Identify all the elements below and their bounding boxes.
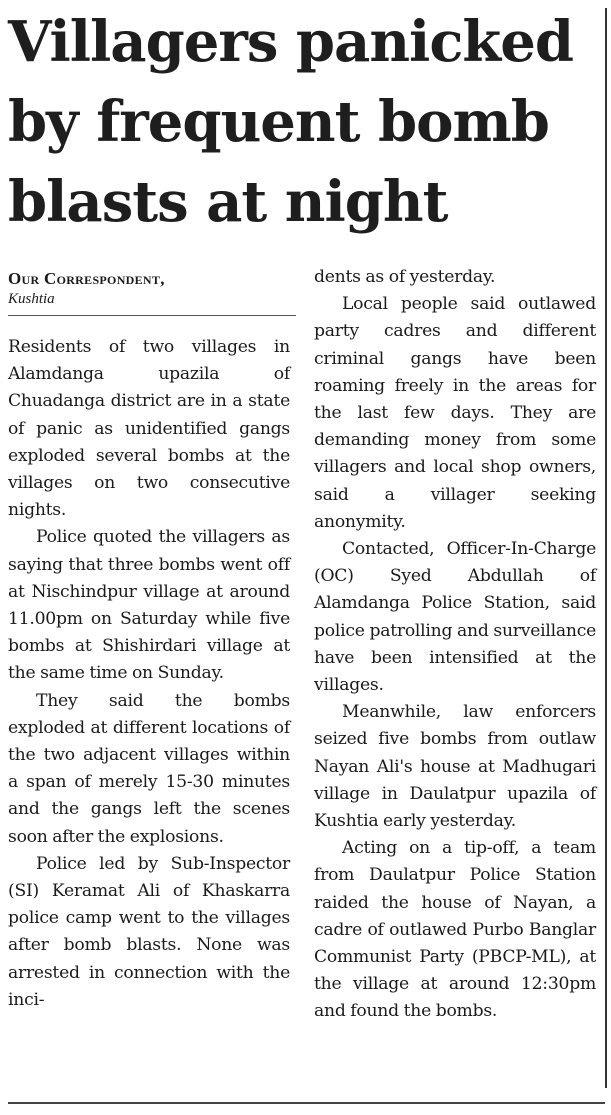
- headline: Villagers panicked by frequent bomb blasts at night: [8, 9, 573, 235]
- paragraph: Residents of two villages in Alamdanga upazila of Chuadanga district are in a state of panic as unidentified gangs exploded several bombs at the villages on two consecutive nights.: [8, 337, 290, 521]
- paragraph: Contacted, Officer-In-Charge (OC) Syed Abdullah of Alamdanga Police Station, said police patrolling and surveillance have been intensified at the villages.: [314, 539, 596, 696]
- bottom-rule: [8, 1102, 605, 1104]
- paragraph: They said the bombs exploded at different locations of the two adjacent villages within a span of merely 15-30 minutes and the gangs left the scenes soon after the explosions.: [8, 690, 290, 847]
- paragraph: Police led by Sub-Inspector (SI) Keramat Ali of Khaskarra police camp went to the villages after bomb blasts. None was arrested in connection with the inci-: [8, 853, 290, 1010]
- byline: [8, 268, 296, 316]
- byline-place: Kushtia: [8, 291, 55, 307]
- article-column-left: [8, 334, 290, 1014]
- column-rule: [605, 8, 607, 1088]
- paragraph: Local people said outlawed party cadres and different criminal gangs have been roaming freely in the areas for the last few days. They are demanding money from some villagers and local shop owners, said a villager seeking anonymity.: [314, 294, 596, 532]
- byline-author: Our Correspondent,: [8, 269, 165, 288]
- paragraph: Police quoted the villagers as saying that three bombs went off at Nischindpur village at around 11.00pm on Saturday while five bombs at Shishirdari village at the same time on Sunday.: [8, 527, 290, 684]
- paragraph: Acting on a tip-off, a team from Daulatpur Police Station raided the house of Nayan, a cadre of outlawed Purbo Banglar Communist Party (PBCP-ML), at the village at around 12:30pm and found the bombs.: [314, 838, 596, 1022]
- paragraph: dents as of yesterday.: [314, 267, 496, 287]
- paragraph: Meanwhile, law enforcers seized five bombs from outlaw Nayan Ali's house at Madhugari village in Daulatpur upazila of Kushtia early yesterday.: [314, 702, 596, 832]
- article-column-right: [314, 264, 596, 1026]
